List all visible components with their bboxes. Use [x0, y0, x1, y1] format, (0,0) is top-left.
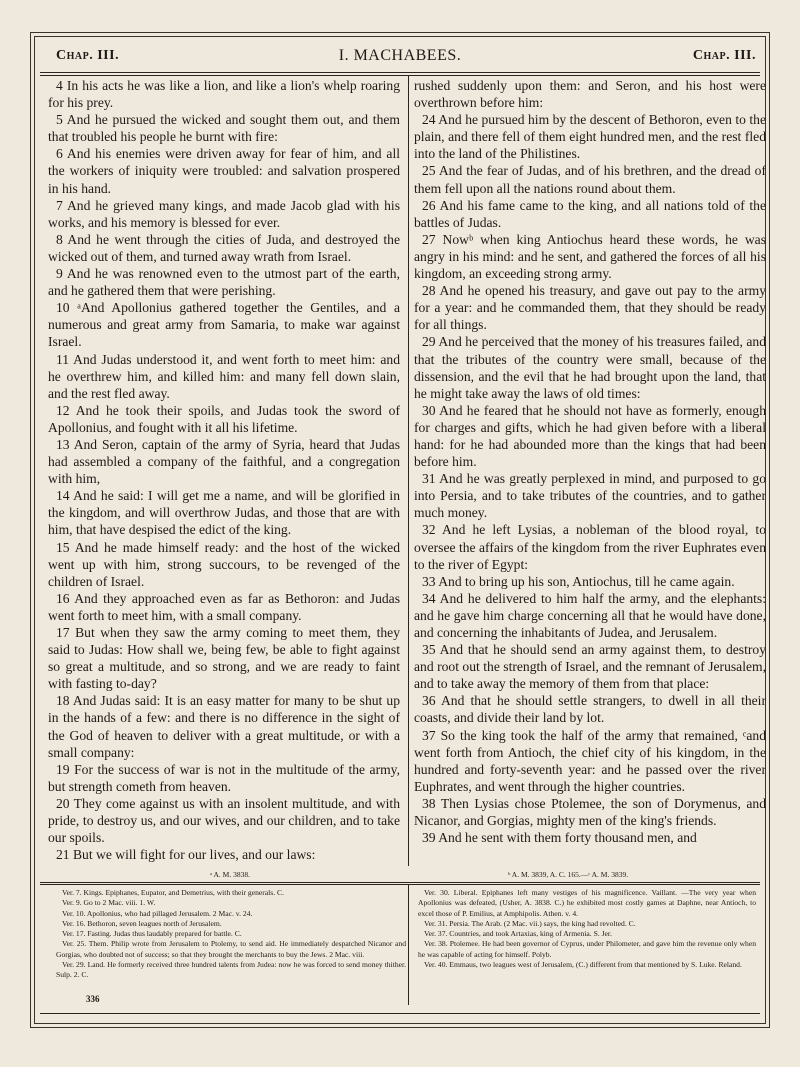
verse: 8 And he went through the cities of Juda, and destroyed the wicked out of them, and turned away wrath from Israel.	[48, 231, 400, 264]
verse: 21 But we will fight for our lives, and our laws:	[56, 847, 316, 863]
notes-column-divider	[408, 885, 409, 1005]
verse: 18 And Judas said: It is an easy matter for many to be shut up in the hands of a few: and there is no difference in the sight of the God of heaven to deliver with a great multitude, or with a small company:	[48, 693, 400, 760]
verse: 11 And Judas understood it, and went forth to meet him: and he overthrew him, and killed him: and many fell down slain, and the rest fled away.	[48, 351, 400, 401]
verse: 5 And he pursued the wicked and sought them out, and them that troubled his people he burnt with fire:	[48, 112, 400, 145]
chapter-label-right: Chap. III.	[692, 48, 756, 63]
running-header	[44, 44, 756, 68]
notes-rule	[40, 882, 760, 883]
note: Ver. 40. Emmaus, two leagues west of Jerusalem, (C.) different from that mentioned by S. Luke. Reland.	[424, 960, 742, 970]
verse: 32 And he left Lysias, a nobleman of the blood royal, to oversee the affairs of the kingdom from the river Euphrates even to the river of Egypt:	[414, 522, 766, 572]
note: Ver. 37. Countries, and took Artaxias, king of Armenia. S. Jer.	[424, 929, 612, 939]
verse: 33 And to bring up his son, Antiochus, till he came again.	[422, 573, 735, 589]
note: Ver. 7. Kings. Epiphanes, Eupator, and Demetrius, with their generals. C.	[62, 888, 284, 897]
note: Ver. 17. Fasting. Judas thus laudably prepared for battle. C.	[62, 929, 242, 939]
bottom-rule	[40, 1013, 760, 1014]
note: Ver. 16. Bethoron, seven leagues north of Jerusalem.	[62, 918, 222, 928]
verse: 15 And he made himself ready: and the host of the wicked went up with him, strong succours, to be revenged of the children of Israel.	[48, 539, 400, 589]
commentary-notes-right	[418, 888, 756, 970]
verse: 39 And he sent with them forty thousand men, and	[422, 830, 697, 846]
verse: 14 And he said: I will get me a name, and will be glorified in the kingdom, and will overthrow Judas, and those that are with him, that have despised the edict of the king.	[48, 488, 400, 538]
verse: 30 And he feared that he should not have as formerly, enough for charges and gifts, which he had given before with a liberal hand: for he had abounded more than the kings that had been before him.	[414, 402, 766, 470]
book-title: I. MACHABEES.	[338, 47, 462, 64]
notes-rule-thin	[40, 884, 760, 885]
verse: rushed suddenly upon them: and Seron, and his host were overthrown before him:	[414, 78, 766, 111]
verse: 13 And Seron, captain of the army of Syria, heard that Judas had assembled a company of the faithful, and a congregation with him,	[48, 436, 400, 487]
note: Ver. 31. Persia. The Arab. (2 Mac. vii.) says, the king had revolted. C.	[424, 918, 636, 928]
verse: 7 And he grieved many kings, and made Jacob glad with his works, and his memory is blessed for ever.	[48, 197, 400, 230]
verse	[48, 863, 400, 865]
verse: 36 And that he should settle strangers, to dwell in all their coasts, and divide their land by lot.	[414, 693, 766, 726]
header-rule-thin	[40, 75, 760, 76]
verse: 24 And he pursued him by the descent of Bethoron, even to the plain, and there fell of them eight hundred men, and the rest fled into the land of the Philistines.	[414, 112, 766, 162]
commentary-notes-left	[56, 888, 406, 981]
verse: 9 And he was renowned even to the utmost part of the earth, and he gathered them that were perishing.	[48, 266, 400, 299]
header-rule	[40, 72, 760, 73]
verse: 27 Nowᵇ when king Antiochus heard these words, he was angry in his mind: and he sent, and gathered the forces of all his kingdom, an exceeding strong army.	[414, 231, 766, 282]
verse: 34 And he delivered to him half the army, and the elephants: and he gave him charge concerning all that he would have done, and concerning the inhabitants of Judea, and Jerusalem.	[414, 590, 766, 640]
column-divider	[408, 76, 409, 866]
verse: 29 And he perceived that the money of his treasures failed, and that the tributes of the country were small, because of the dissension, and the evil that he had brought upon the land, that he might take away the laws of old times:	[414, 334, 766, 401]
verse: 16 And they approached even as far as Bethoron: and Judas went forth to meet him, with a small company.	[48, 590, 400, 623]
note: Ver. 10. Apollonius, who had pillaged Jerusalem. 2 Mac. v. 24.	[62, 908, 253, 918]
verse: 12 And he took their spoils, and Judas took the sword of Apollonius, and fought with it all his lifetime.	[48, 402, 400, 435]
note: Ver. 38. Ptolemee. He had been governor of Cyprus, under Philometer, and gave him the revenue only when he was capable of acting for himself. Polyb.	[418, 939, 756, 959]
verse: 35 And that he should send an army against them, to destroy and root out the strength of Israel, and the remnant of Jerusalem, and to take away the memory of them from that place:	[414, 642, 766, 692]
footnote-mark-left: ᵃ A. M. 3838.	[210, 870, 250, 879]
verse: 28 And he opened his treasury, and gave out pay to the army for a year: and he commanded them, that they should be ready for all things.	[414, 283, 766, 333]
verse: 31 And he was greatly perplexed in mind, and purposed to go into Persia, and to take tributes of the countries, and to gather much money.	[414, 471, 766, 521]
note: Ver. 30. Liberal. Epiphanes left many vestiges of his magnificence. Vaillant. —The very year when Apollonius was defeated, (Usher, A. 3838. C.) he exhibited most costly games at Daphne, near Antioch, to excel those of P. Emilius, at Amphipolis. Athen. v. 4.	[418, 888, 756, 918]
verse: 4 In his acts he was like a lion, and like a lion's whelp roaring for his prey.	[48, 78, 400, 111]
verse: 25 And the fear of Judas, and of his brethren, and the dread of them fell upon all the nations round about them.	[414, 163, 766, 196]
page-number: 336	[86, 994, 100, 1004]
verse: 20 They come against us with an insolent multitude, and with pride, to destroy us, and our wives, and our children, and to take our spoils.	[48, 795, 400, 846]
verse: 37 So the king took the half of the army that remained, ᶜand went forth from Antioch, the chief city of his kingdom, in the hundred and forty-seventh year: and he passed over the river Euphrates, and went through the higher countries.	[414, 727, 766, 794]
left-text-column	[48, 77, 400, 865]
note: Ver. 25. Them. Philip wrote from Jerusalem to Ptolemy, to send aid. He immediately despatched Nicanor and Gorgias, who doubted not of success; so that they brought the merchants to buy the Jews. 2 Mac. viii.	[56, 939, 406, 959]
verse: 26 And his fame came to the king, and all nations told of the battles of Judas.	[414, 197, 766, 230]
verse: 10 ᵃAnd Apollonius gathered together the Gentiles, and a numerous and great army from Samaria, to make war against Israel.	[48, 300, 400, 350]
note: Ver. 29. Land. He formerly received three hundred talents from Judea: now he was forced to send money thither. Sulp. 2. C.	[56, 960, 406, 980]
verse: 19 For the success of war is not in the multitude of the army, but strength cometh from heaven.	[48, 761, 400, 794]
note: Ver. 9. Go to 2 Mac. viii. 1. W.	[62, 898, 156, 908]
verse: 38 Then Lysias chose Ptolemee, the son of Dorymenus, and Nicanor, and Gorgias, mighty men of the king's friends.	[414, 795, 766, 829]
right-text-column	[414, 77, 766, 865]
chapter-label-left: Chap. III.	[56, 48, 120, 63]
verse: 17 But when they saw the army coming to meet them, they said to Judas: How shall we, being few, be able to fight against so great a multitude, and so strong, and we are ready to faint with fasting to-day?	[48, 625, 400, 692]
verse: 6 And his enemies were driven away for fear of him, and all the workers of iniquity were troubled: and salvation prospered in his hand.	[48, 146, 400, 196]
footnote-mark-right: ᵇ A. M. 3839, A. C. 165.—ᶜ A. M. 3839.	[508, 870, 629, 879]
